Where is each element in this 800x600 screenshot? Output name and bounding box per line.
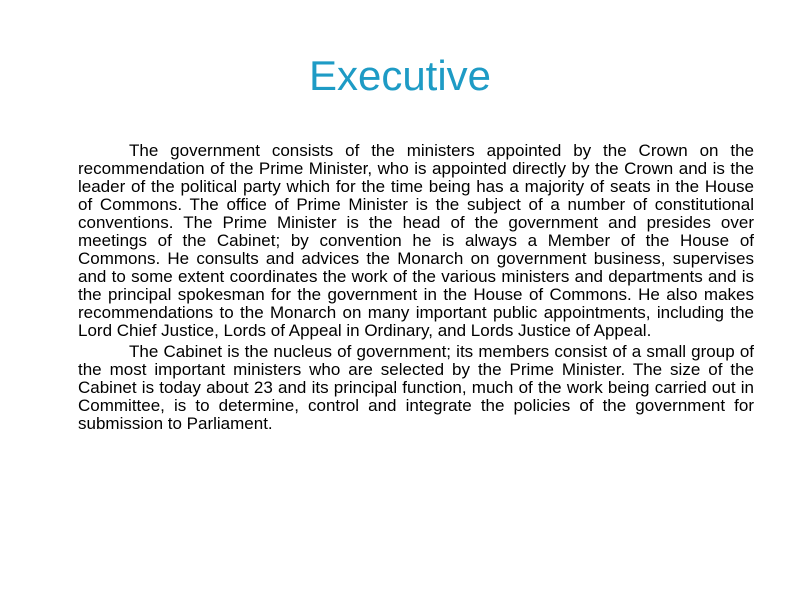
slide-title: Executive xyxy=(308,52,492,99)
body-paragraph: The government consists of the ministers appointed by the Crown on the recommendation of the Prime Minister, who is appointed directly by the Crown and is the leader of the political party which for the time being has a majority of seats in the House of Commons. The office of Prime Minister is the subject of a number of constitutional conventions. The Prime Minister is the head of the government and presides over meetings of the Cabinet; by convention he is always a Member of the House of Commons. He consults and advices the Monarch on government business, supervises and to some extent coordinates the work of the various ministers and departments and is the principal spokesman for the government in the House of Commons. He also makes recommendations to the Monarch on many important public appointments, including the Lord Chief Justice, Lords of Appeal in Ordinary, and Lords Justice of Appeal. xyxy=(78,141,754,340)
slide-body xyxy=(78,142,754,436)
body-paragraph: The Cabinet is the nucleus of government; its members consist of a small group of the most important ministers who are selected by the Prime Minister. The size of the Cabinet is today about 23 and its principal function, much of the work being carried out in Committee, is to determine, control and integrate the policies of the government for submission to Parliament. xyxy=(78,342,754,433)
